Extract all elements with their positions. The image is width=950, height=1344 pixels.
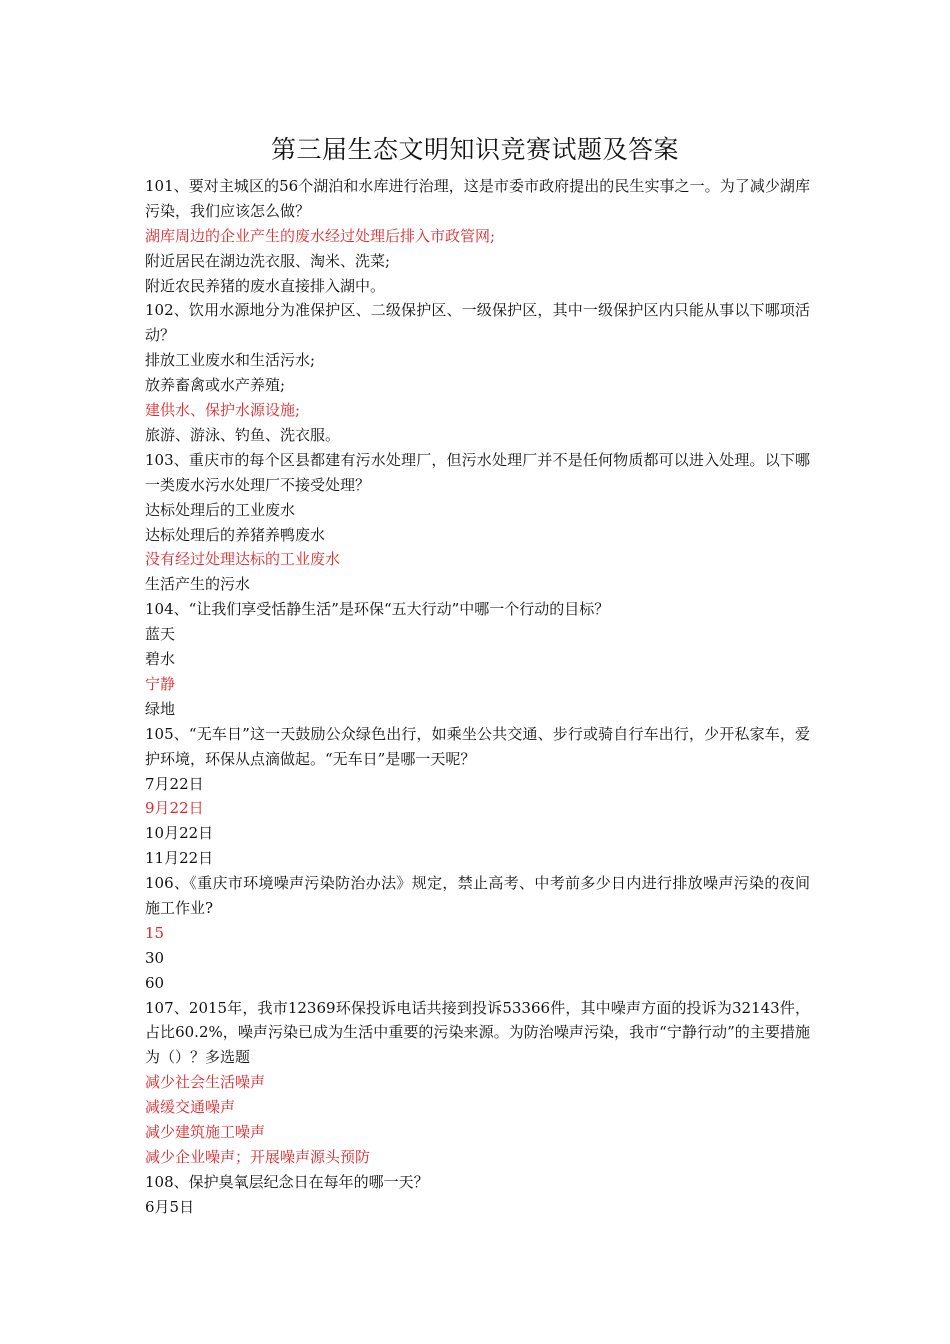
- option: 生活产生的污水: [145, 575, 251, 594]
- option-correct: 没有经过处理达标的工业废水: [145, 550, 341, 569]
- option-correct: 减少社会生活噪声: [145, 1073, 266, 1092]
- option-correct: 减少企业噪声；开展噪声源头预防: [145, 1147, 371, 1166]
- option: 达标处理后的工业废水: [145, 500, 296, 519]
- question-105: 105、“无车日”这一天鼓励公众绿色出行，如乘坐公共交通、步行或骑自行车出行，少开私家车，爱护环境，环保从点滴做起。“无车日”是哪一天呢？: [145, 724, 810, 768]
- option: 附近居民在湖边洗衣服、淘米、洗菜;: [145, 251, 391, 270]
- option: 30: [145, 948, 165, 967]
- question-108: 108、保护臭氧层纪念日在每年的哪一天？: [145, 1172, 429, 1191]
- option-correct: 宁静: [145, 674, 176, 693]
- document-title: 第三届生态文明知识竞赛试题及答案: [270, 135, 679, 164]
- option: 旅游、游泳、钓鱼、洗衣服。: [145, 425, 341, 444]
- option: 蓝天: [145, 625, 176, 644]
- option: 放养畜禽或水产养殖;: [145, 376, 286, 395]
- option: 附近农民养猪的废水直接排入湖中。: [145, 276, 386, 295]
- question-103: 103、重庆市的每个区县都建有污水处理厂，但污水处理厂并不是任何物质都可以进入处理。以下哪一类废水污水处理厂不接受处理？: [145, 450, 810, 494]
- option: 绿地: [145, 699, 176, 718]
- option-correct: 减缓交通噪声: [145, 1098, 236, 1117]
- option-correct: 15: [145, 923, 165, 942]
- question-107: 107、2015年，我市12369环保投诉电话共接到投诉53366件，其中噪声方面的投诉为32143件，占比60.2%，噪声污染已成为生活中重要的污染来源。为防治噪声污染，我市“宁静行动”的主要措施为（）？多选题: [145, 998, 810, 1067]
- option-correct: 减少建筑施工噪声: [145, 1123, 266, 1142]
- option-correct: 建供水、保护水源设施;: [145, 401, 301, 420]
- option-correct: 湖库周边的企业产生的废水经过处理后排入市政管网;: [145, 226, 496, 245]
- option: 60: [145, 973, 165, 992]
- option: 排放工业废水和生活污水;: [145, 351, 316, 370]
- option: 11月22日: [145, 849, 214, 868]
- question-101: 101、要对主城区的56个湖泊和水库进行治理，这是市委市政府提出的民生实事之一。为了减少湖库污染，我们应该怎么做？: [145, 177, 810, 220]
- option: 碧水: [145, 650, 176, 669]
- question-104: 104、“让我们享受恬静生活”是环保“五大行动”中哪一个行动的目标？: [145, 600, 610, 619]
- option: 10月22日: [145, 824, 214, 843]
- option: 6月5日: [145, 1197, 195, 1216]
- question-102: 102、饮用水源地分为准保护区、二级保护区、一级保护区，其中一级保护区内只能从事以下哪项活动？: [145, 301, 810, 345]
- question-106: 106、《重庆市环境噪声污染防治办法》规定，禁止高考、中考前多少日内进行排放噪声污染的夜间施工作业?: [145, 874, 810, 917]
- document-body: [145, 174, 810, 1220]
- option: 7月22日: [145, 774, 204, 793]
- option-correct: 9月22日: [145, 799, 204, 818]
- option: 达标处理后的养猪养鸭废水: [145, 525, 326, 544]
